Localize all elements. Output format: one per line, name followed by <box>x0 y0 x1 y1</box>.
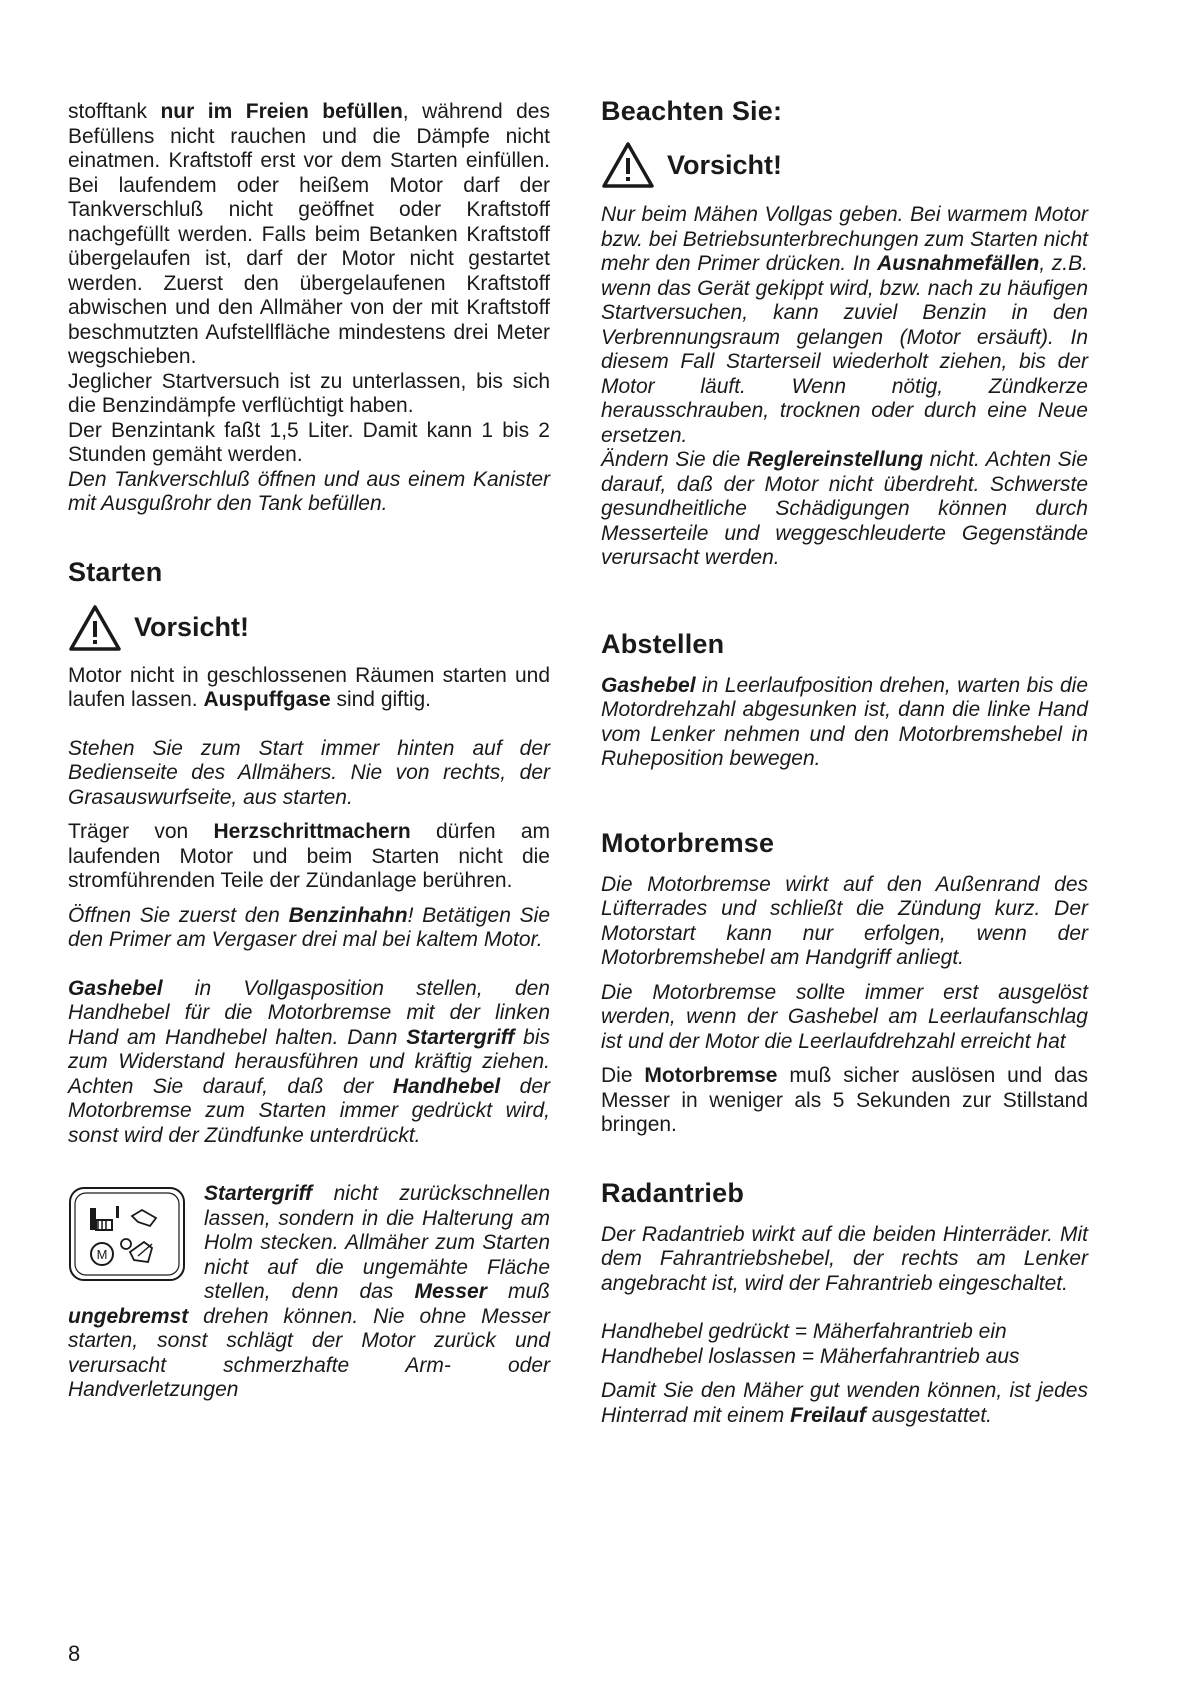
motorbremse-paragraph-2: Die Motorbremse sollte immer erst ausgelöst werden, wenn der Gashebel am Leerlaufanschlag ist und der Motor die Leerlaufdrehzahl erreicht hat <box>601 980 1088 1053</box>
page-number: 8 <box>68 1641 81 1666</box>
starten-paragraph-3: Träger von Herzschrittmachern dürfen am laufenden Motor und beim Starten nicht die stromführenden Teile der Zündanlage berühren. <box>68 820 550 892</box>
abstellen-paragraph-1: Gashebel in Leerlaufposition drehen, warten bis die Motordrehzahl abgesunken ist, dann die linke Hand vom Lenker nehmen und den Motorbremshebel in Ruheposition bewegen. <box>601 673 1088 770</box>
drive-engaged-line: Handhebel gedrückt = Mäherfahrantrieb ein <box>601 1320 1007 1343</box>
starten-paragraph-6: Startergriff nicht zurückschnellen lassen, sondern in die Halterung am Holm stecken. Allmäher zum Starten nicht auf die ungemähte Fläche stellen, denn das Messer muß ungebremst drehen können. Nie ohne Messer starten, sonst schlägt der Motor zurück und verursacht schmerzhafte Arm- oder Handverletzungen <box>68 1182 550 1401</box>
starter-grip-block <box>68 1182 550 1403</box>
motorbremse-paragraph-1: Die Motorbremse wirkt auf den Außenrand des Lüfterrades und schließt die Zündung kurz. Der Motorstart kann nur erfolgen, wenn der Motorbremshebel am Handgriff anliegt. <box>601 872 1088 969</box>
beachten-paragraph-2: Ändern Sie die Reglereinstellung nicht. Achten Sie darauf, daß der Motor nicht überdreht. Schwerste gesundheitliche Schädigungen können durch Messerteile und weggeschleuderte Gegenstände verursacht werden. <box>601 448 1088 569</box>
warning-triangle-icon <box>68 604 122 652</box>
section-heading-radantrieb: Radantrieb <box>601 1177 745 1208</box>
left-column <box>68 100 550 1403</box>
section-heading-starten: Starten <box>68 556 163 587</box>
motorbremse-paragraph-3: Die Motorbremse muß sicher auslösen und das Messer in weniger als 5 Sekunden zur Stillstand bringen. <box>601 1064 1088 1136</box>
starter-grip-pictogram-icon <box>68 1186 186 1282</box>
fuel-paragraph-4: Den Tankverschluß öffnen und aus einem Kanister mit Ausgußrohr den Tank befüllen. <box>68 467 550 515</box>
fuel-paragraph-3: Der Benzintank faßt 1,5 Liter. Damit kann 1 bis 2 Stunden gemäht werden. <box>68 418 550 466</box>
radantrieb-paragraph-3: Damit Sie den Mäher gut wenden können, ist jedes Hinterrad mit einem Freilauf ausgestattet. <box>601 1379 1088 1427</box>
starten-paragraph-1: Motor nicht in geschlossenen Räumen starten und laufen lassen. Auspuffgase sind giftig. <box>68 663 550 711</box>
beachten-paragraph-1: Nur beim Mähen Vollgas geben. Bei warmem Motor bzw. bei Betriebsunterbrechungen zum Starten nicht mehr den Primer drücken. In Ausnahmefällen, z.B. wenn das Gerät gekippt wird, bzw. nach zu häufigen Startversuchen, kann zuviel Benzin in den Verbrennungsraum gelangen (Motor ersäuft). In diesem Fall Starterseil wiederholt ziehen, bis der Motor läuft. Wenn nötig, Zündkerze herausschrauben, trocknen oder durch eine Neue ersetzen. <box>601 203 1088 447</box>
warning-box-starten <box>68 604 550 652</box>
fuel-paragraph-1: stofftank nur im Freien befüllen, während des Befüllens nicht rauchen und die Dämpfe nicht einatmen. Kraftstoff erst vor dem Starten einfüllen. Bei laufendem oder heißem Motor darf der Tankverschluß nicht geöffnet oder Kraftstoff nachgefüllt werden. Falls beim Betanken Kraftstoff übergelaufen ist, darf der Motor nicht gestartet werden. Zuerst den übergelaufenen Kraftstoff abwischen und den Allmäher von der mit Kraftstoff beschmutzten Aufstellfläche mindestens drei Meter wegschieben. <box>68 100 550 368</box>
starten-paragraph-4: Öffnen Sie zuerst den Benzinhahn! Betätigen Sie den Primer am Vergaser drei mal bei kaltem Motor. <box>68 903 550 951</box>
section-heading-beachten: Beachten Sie: <box>601 96 783 126</box>
starten-paragraph-2: Stehen Sie zum Start immer hinten auf der Bedienseite des Allmähers. Nie von rechts, der Grasauswurfseite, aus starten. <box>68 736 550 809</box>
fuel-paragraph-2: Jeglicher Startversuch ist zu unterlassen, bis sich die Benzindämpfe verflüchtigt haben. <box>68 369 550 417</box>
warning-box-beachten <box>601 141 1088 189</box>
warning-label: Vorsicht! <box>134 612 250 642</box>
section-heading-motorbremse: Motorbremse <box>601 827 775 858</box>
section-heading-abstellen: Abstellen <box>601 628 725 659</box>
svg-text:M: M <box>96 1247 108 1262</box>
starten-paragraph-5: Gashebel in Vollgasposition stellen, den Handhebel für die Motorbremse mit der linken Hand am Handhebel halten. Dann Startergriff bis zum Widerstand herausführen und kräftig ziehen. Achten Sie darauf, daß der Handhebel der Motorbremse zum Starten immer gedrückt wird, sonst wird der Zündfunke unterdrückt. <box>68 976 551 1147</box>
drive-released-line: Handhebel loslassen = Mäherfahrantrieb aus <box>601 1344 1020 1368</box>
right-column <box>601 96 1088 1428</box>
warning-triangle-icon <box>601 141 655 189</box>
radantrieb-paragraph-1: Der Radantrieb wirkt auf die beiden Hinterräder. Mit dem Fahrantriebshebel, der rechts am Lenker angebracht ist, wird der Fahrantrieb eingeschaltet. <box>601 1222 1088 1295</box>
radantrieb-paragraph-2 <box>601 1320 1088 1369</box>
warning-label: Vorsicht! <box>667 149 783 180</box>
